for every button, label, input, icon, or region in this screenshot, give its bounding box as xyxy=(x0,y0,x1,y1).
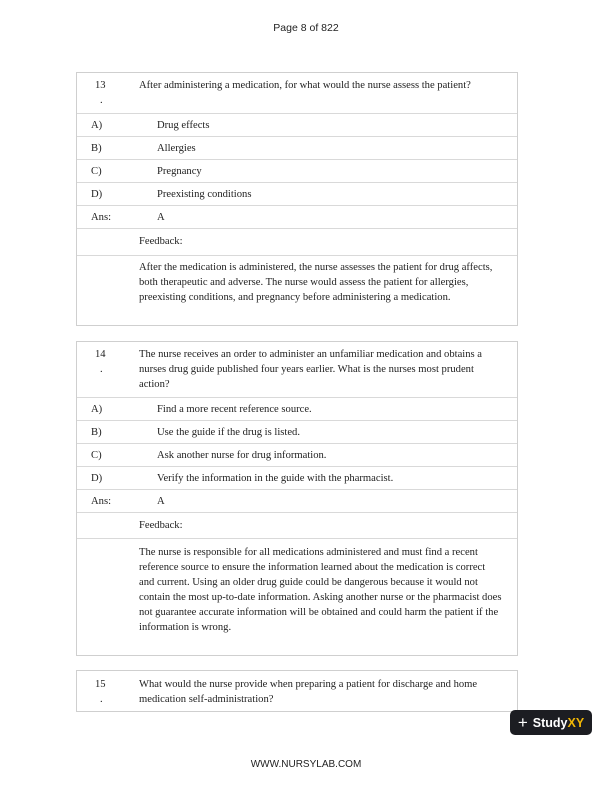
page-number: Page 8 of 822 xyxy=(273,22,339,34)
option-text: Allergies xyxy=(157,143,196,154)
option-row xyxy=(77,443,517,466)
option-text: Preexisting conditions xyxy=(157,189,252,200)
option-text: Ask another nurse for drug information. xyxy=(157,450,327,461)
feedback-text: After the medication is administered, the nurse assesses the patient for drug affects, both therapeutic and adverse. The nurse would assess the patient for allergies, preexisting conditions, and pregnancy before administering a medication. xyxy=(139,262,493,303)
option-label: A) xyxy=(91,120,103,131)
option-label: D) xyxy=(91,189,103,200)
site-footer: WWW.NURSYLAB.COM xyxy=(250,759,362,770)
option-text: Use the guide if the drug is listed. xyxy=(157,427,300,438)
option-row xyxy=(77,466,517,489)
answer-label: Ans: xyxy=(91,212,112,223)
option-label: C) xyxy=(91,166,102,177)
question-stem: What would the nurse provide when preparing a patient for discharge and home medication self-administration? xyxy=(139,679,478,705)
question-stem: The nurse receives an order to administer an unfamiliar medication and obtains a nurses drug guide published four years earlier. What is the nurses most prudent action? xyxy=(139,349,482,390)
feedback-text: The nurse is responsible for all medications administered and must find a recent reference source to ensure the information learned about the medication is correct and current. Using an older drug guide could be dangerous because it would not contain the most up-to-date information. Asking another nurse or the pharmacist does not guarantee accurate information will be obtained and could harm the patient if the information is wrong. xyxy=(139,547,502,633)
option-label: B) xyxy=(91,427,102,438)
option-text: Verify the information in the guide with the pharmacist. xyxy=(157,473,394,484)
option-row xyxy=(77,113,517,136)
option-row xyxy=(77,159,517,182)
option-label: A) xyxy=(91,404,103,415)
option-label: D) xyxy=(91,473,103,484)
question-card xyxy=(76,72,518,326)
option-label: C) xyxy=(91,450,102,461)
option-row xyxy=(77,182,517,205)
feedback-label-row xyxy=(77,228,517,255)
studyxy-badge[interactable] xyxy=(510,710,592,735)
question-number-value: 15 xyxy=(95,679,106,690)
feedback-row xyxy=(77,255,517,325)
answer-label: Ans: xyxy=(91,496,112,507)
feedback-label: Feedback: xyxy=(139,520,183,531)
answer-row xyxy=(77,205,517,228)
question-number-value: 13 xyxy=(95,80,106,91)
question-number xyxy=(77,347,139,397)
answer-row xyxy=(77,489,517,512)
question-number-dot: . xyxy=(100,95,103,106)
question-number xyxy=(77,78,139,113)
option-row xyxy=(77,136,517,159)
option-label: B) xyxy=(91,143,102,154)
question-stem-row xyxy=(77,342,517,397)
question-number xyxy=(77,677,139,711)
option-text: Pregnancy xyxy=(157,166,202,177)
brand-main: Study xyxy=(532,715,568,730)
answer-value: A xyxy=(157,496,165,507)
question-stem-row xyxy=(77,73,517,113)
feedback-label-row xyxy=(77,512,517,538)
option-row xyxy=(77,420,517,443)
feedback-label: Feedback: xyxy=(139,236,183,247)
question-number-value: 14 xyxy=(95,349,106,360)
plus-icon: + xyxy=(517,713,528,732)
option-text: Drug effects xyxy=(157,120,210,131)
question-number-dot: . xyxy=(100,694,103,705)
question-number-dot: . xyxy=(100,364,103,375)
feedback-row xyxy=(77,538,517,655)
option-text: Find a more recent reference source. xyxy=(157,404,312,415)
option-row xyxy=(77,397,517,420)
question-card xyxy=(76,341,518,656)
question-stem-row xyxy=(77,671,517,711)
brand-accent: XY xyxy=(567,715,585,730)
answer-value: A xyxy=(157,212,165,223)
question-stem: After administering a medication, for what would the nurse assess the patient? xyxy=(139,80,471,91)
question-card xyxy=(76,670,518,712)
